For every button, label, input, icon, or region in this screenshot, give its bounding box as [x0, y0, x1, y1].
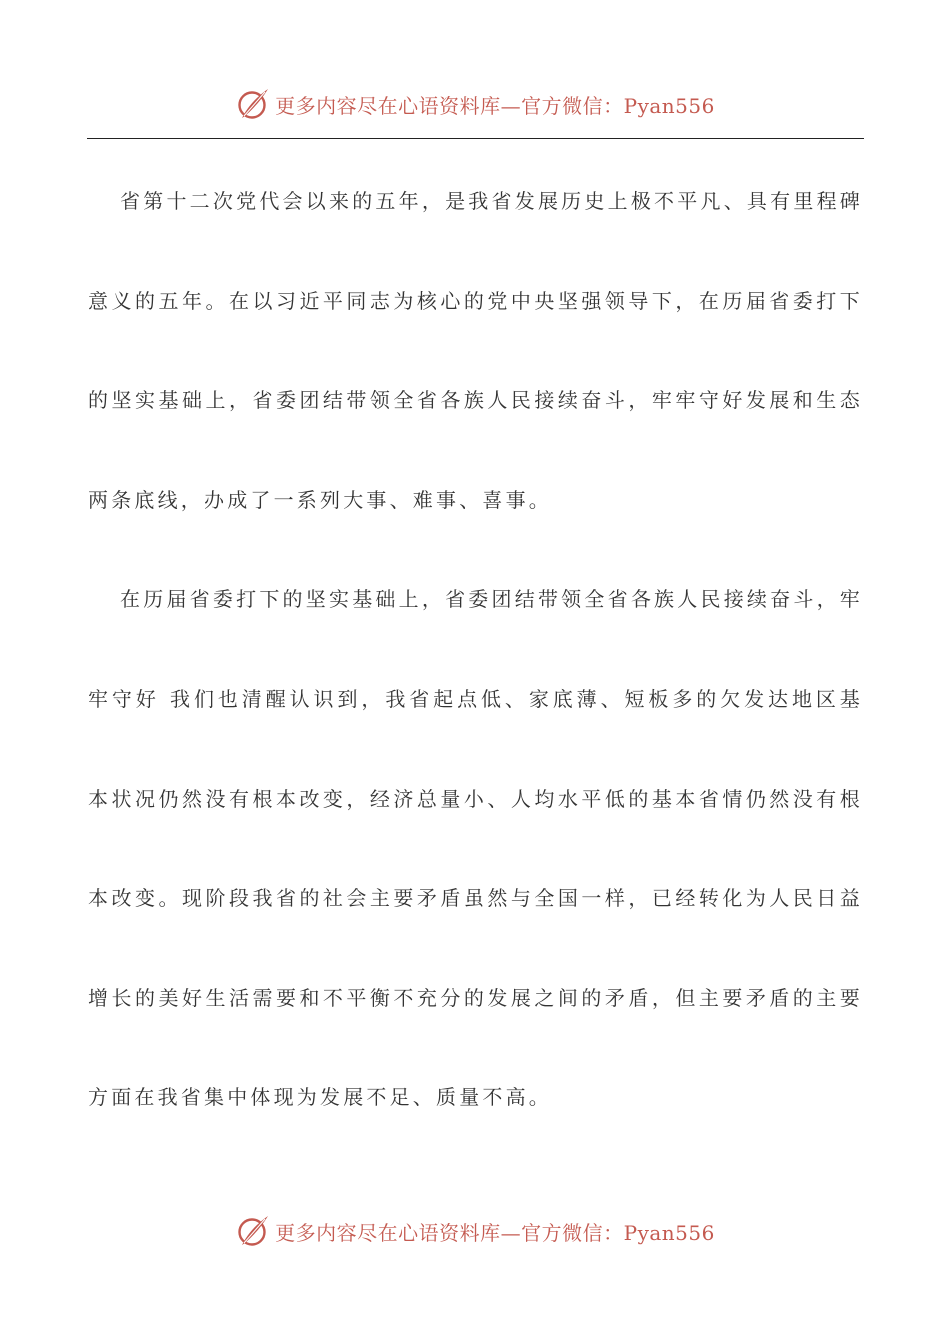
footer-brand-text: 更多内容尽在心语资料库—官方微信：Pyan556	[275, 1220, 715, 1245]
feather-pen-logo-icon	[235, 1213, 271, 1249]
page-footer	[0, 1211, 950, 1251]
header-brand-text: 更多内容尽在心语资料库—官方微信：Pyan556	[275, 93, 715, 118]
paragraph-2: 在历届省委打下的坚实基础上，省委团结带领全省各族人民接续奋斗，牢牢守好 我们也清醒认识到，我省起点低、家底薄、短板多的欠发达地区基本状况仍然没有根本改变，经济总量小、人均水平低的基本省情仍然没有根本改变。现阶段我省的社会主要矛盾虽然与全国一样，已经转化为人民日益增长的美好生活需要和不平衡不充分的发展之间的矛盾，但主要矛盾的主要方面在我省集中体现为发展不足、质量不高。	[88, 587, 863, 1110]
paragraph-1: 省第十二次党代会以来的五年，是我省发展历史上极不平凡、具有里程碑意义的五年。在以习近平同志为核心的党中央坚强领导下，在历届省委打下的坚实基础上，省委团结带领全省各族人民接续奋斗，牢牢守好发展和生态两条底线，办成了一系列大事、难事、喜事。	[88, 189, 863, 512]
feather-pen-logo-icon	[235, 86, 271, 122]
page-header	[0, 84, 950, 124]
header-divider	[87, 138, 864, 139]
document-body	[88, 152, 863, 1148]
